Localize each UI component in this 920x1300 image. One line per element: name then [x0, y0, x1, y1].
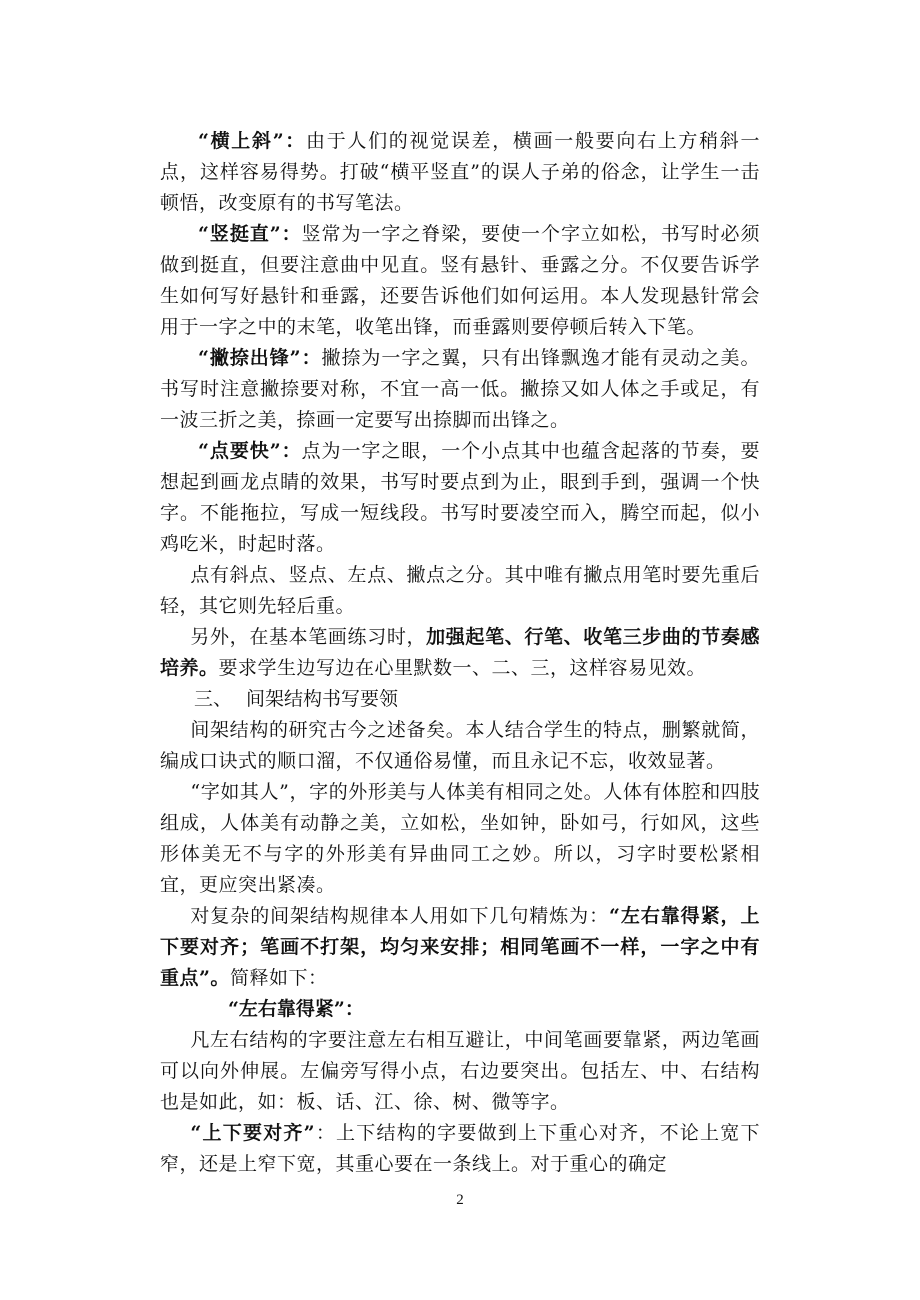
paragraph-dian-types — [160, 560, 760, 622]
paragraph-shang-xia — [160, 1118, 760, 1180]
section-number: 三、 — [194, 688, 233, 710]
paragraph-zuo-you — [160, 1025, 760, 1118]
term-bold: “撇捺出锋”： — [198, 347, 322, 369]
paragraph-text: 另外，在基本笔画练习时， — [190, 626, 427, 648]
paragraph-pie-na-chu-feng — [160, 343, 760, 436]
paragraph-text: 撇捺为一字之翼，只有出锋飘逸才能有灵动之美。书写时注意撇捺要对称，不宜一高一低。撇捺又如人体之手或足，有一波三折之美，捺画一定要写出捺脚而出锋之。 — [160, 347, 760, 431]
page-number: 2 — [456, 1192, 464, 1208]
term-bold: “点要快”： — [198, 440, 302, 462]
term-bold: “竖挺直”： — [198, 223, 302, 245]
paragraph-text: 竖常为一字之脊梁，要使一个字立如松，书写时必须做到挺直，但要注意曲中见直。竖有悬针、垂露之分。不仅要告诉学生如何写好悬针和垂露，还要告诉他们如何运用。本人发现悬针常会用于一字之中的末笔，收笔出锋，而垂露则要停顿后转入下笔。 — [160, 223, 760, 338]
paragraph-text: 由于人们的视觉误差，横画一般要向右上方稍斜一点，这样容易得势。打破“横平竖直”的误人子弟的俗念，让学生一击顿悟，改变原有的书写笔法。 — [160, 130, 760, 214]
paragraph-text: “字如其人”，字的外形美与人体美有相同之处。人体有体腔和四肢组成，人体美有动静之美，立如松，坐如钟，卧如弓，行如风，这些形体美无不与字的外形美有异曲同工之妙。所以，习字时要松紧相宜，更应突出紧凑。 — [160, 781, 760, 896]
paragraph-rhythm — [160, 622, 760, 684]
paragraph-shu-ting-zhi — [160, 219, 760, 343]
paragraph-text: 要求学生边写边在心里默数一、二、三，这样容易见效。 — [218, 657, 707, 679]
paragraph-zi-ru-qi-ren — [160, 777, 760, 901]
term-bold: “横上斜”： — [198, 130, 306, 152]
paragraph-heng-shang-xie — [160, 126, 760, 219]
paragraph-text: 对复杂的间架结构规律本人用如下几句精炼为： — [190, 905, 610, 927]
paragraph-text: 凡左右结构的字要注意左右相互避让，中间笔画要靠紧，两边笔画可以向外伸展。左偏旁写得小点，右边要突出。包括左、中、右结构也是如此，如：板、话、江、徐、树、微等字。 — [160, 1029, 760, 1113]
paragraph-dian-yao-kuai — [160, 436, 760, 560]
paragraph-rules-summary — [160, 901, 760, 994]
term-bold: “上下要对齐” — [190, 1122, 316, 1144]
document-page — [160, 126, 760, 1180]
paragraph-text: 简释如下： — [229, 967, 328, 989]
paragraph-text: ：上下结构的字要做到上下重心对齐，不论上宽下窄，还是上窄下宽，其重心要在一条线上。对于重心的确定 — [160, 1122, 760, 1175]
emphasis-bold: 加强起笔、行笔、收笔三步曲的节奏感培养。 — [160, 626, 760, 679]
paragraph-text: 点为一字之眼，一个小点其中也蕴含起落的节奏，要想起到画龙点睛的效果，书写时要点到为止，眼到手到，强调一个快字。不能拖拉，写成一短线段。书写时要凌空而入，腾空而起，似小鸡吃米，时起时落。 — [160, 440, 760, 555]
section-title: 间架结构书写要领 — [246, 688, 399, 710]
paragraph-structure-intro — [160, 715, 760, 777]
paragraph-text: 点有斜点、竖点、左点、撇点之分。其中唯有撇点用笔时要先重后轻，其它则先轻后重。 — [160, 564, 760, 617]
paragraph-text: 间架结构的研究古今之述备矣。本人结合学生的特点，删繁就简，编成口诀式的顺口溜，不仅通俗易懂，而且永记不忘，收效显著。 — [160, 719, 760, 772]
emphasis-bold: “左右靠得紧，上下要对齐；笔画不打架，均匀来安排；相同笔画不一样，一字之中有重点”。 — [160, 905, 760, 989]
subheading-zuo-you: “左右靠得紧”： — [228, 998, 364, 1020]
section-heading — [160, 684, 760, 715]
